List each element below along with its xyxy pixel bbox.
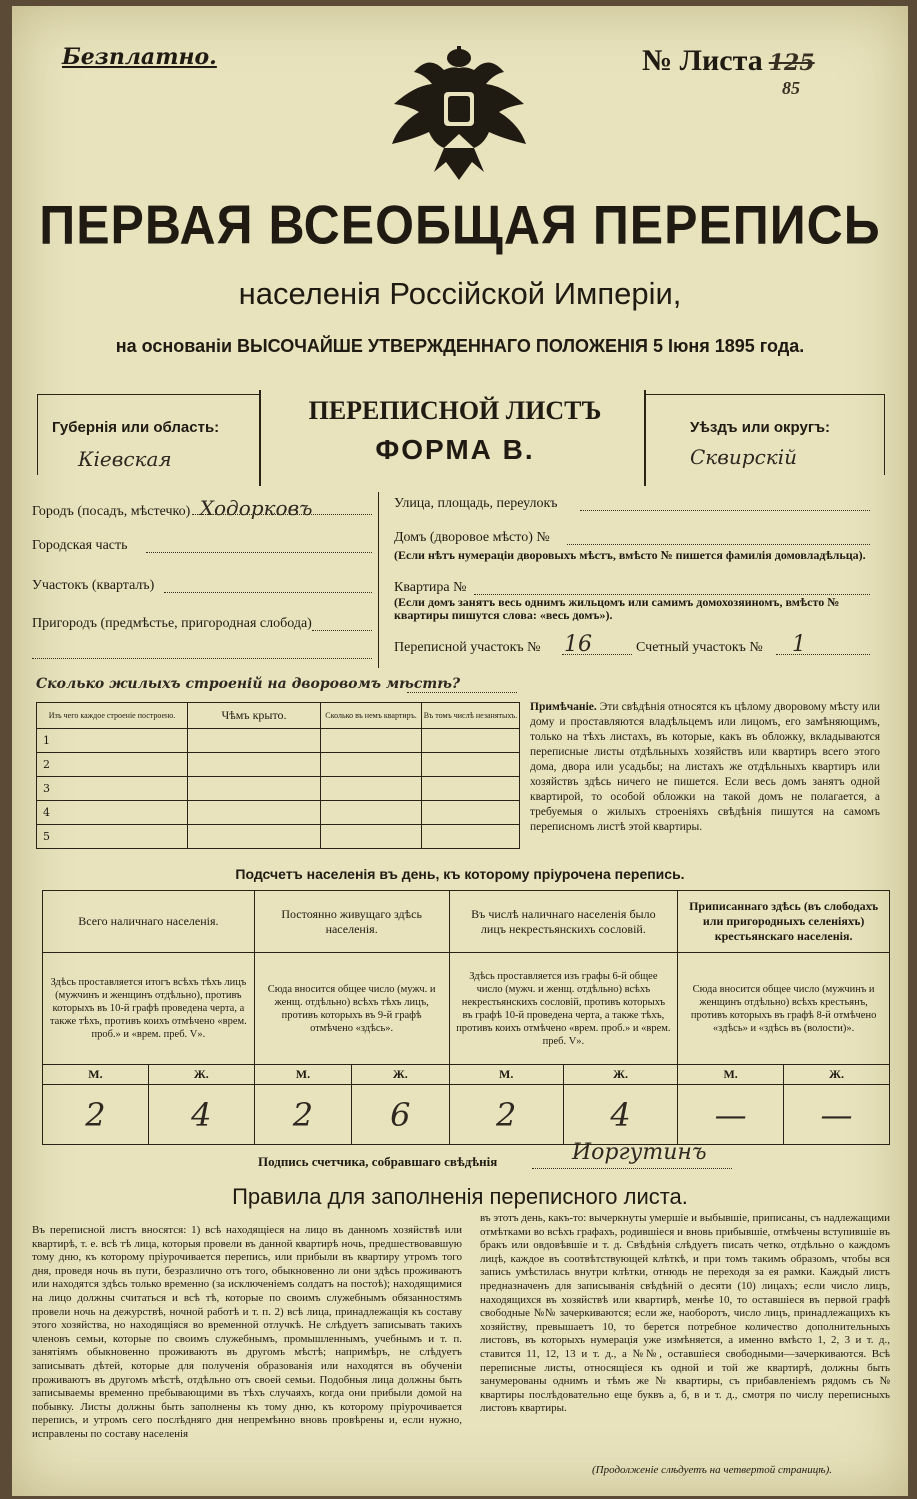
population-col-head: Всего наличнаго населенія. xyxy=(43,891,255,953)
suburb-line[interactable] xyxy=(312,630,372,631)
census-district-line xyxy=(562,654,632,655)
suburb-line-2[interactable] xyxy=(32,658,372,659)
population-value[interactable]: 6 xyxy=(352,1085,449,1145)
population-col-head: Постоянно живущаго здѣсь населенія. xyxy=(254,891,449,953)
buildings-cell[interactable] xyxy=(188,825,321,849)
buildings-cell[interactable] xyxy=(188,777,321,801)
buildings-cell[interactable] xyxy=(321,825,422,849)
population-value[interactable]: 4 xyxy=(563,1085,677,1145)
population-value[interactable]: 2 xyxy=(254,1085,351,1145)
buildings-cell[interactable] xyxy=(188,753,321,777)
buildings-cell[interactable] xyxy=(321,729,422,753)
note-title: Примѣчаніе. xyxy=(530,701,597,713)
population-col-head: Въ числѣ наличнаго населенія было лицъ некрестьянскихъ сословій. xyxy=(449,891,678,953)
sheet-number-struck: 125 xyxy=(768,50,815,76)
district-box xyxy=(646,394,885,475)
province-label: Губернія или область: xyxy=(52,419,220,436)
sheet-number-label: № Листа xyxy=(642,44,763,77)
sheet-number xyxy=(642,44,815,98)
apartment-label: Квартира № xyxy=(394,580,467,595)
sheet-number-value: 85 xyxy=(782,78,800,98)
buildings-cell[interactable] xyxy=(422,729,520,753)
province-box xyxy=(37,394,260,475)
apartment-note: (Если домъ занятъ весь однимъ жильцомъ или самимъ домохозяиномъ, вмѣсто № квартиры пишутся слова: «весь домъ»). xyxy=(394,595,840,622)
suburb-label: Пригородъ (предмѣстье, пригородная слобода) xyxy=(32,616,312,631)
count-district-line xyxy=(776,654,870,655)
population-col-desc: Сюда вносится общее число (мужчинъ и женщинъ отдѣльно) всѣхъ крестьянъ, противъ которыхъ въ графѣ 8-й отмѣчено «здѣсь» и «здѣсь въ (волости)». xyxy=(678,953,890,1065)
buildings-question: Сколько жилыхъ строеній на дворовомъ мѣстѣ? xyxy=(36,676,461,692)
precinct-line[interactable] xyxy=(164,592,372,593)
city-part-line[interactable] xyxy=(146,552,372,553)
street-label: Улица, площадь, переулокъ xyxy=(394,496,558,511)
buildings-row-num: 4 xyxy=(37,801,188,825)
population-col-desc: Сюда вносится общее число (мужч. и женщ. отдѣльно) всѣхъ тѣхъ лицъ, противъ которыхъ въ 9-й графѣ отмѣчено «здѣсь». xyxy=(254,953,449,1065)
population-value[interactable]: 2 xyxy=(43,1085,149,1145)
house-line[interactable] xyxy=(567,544,870,545)
town-value[interactable]: Ходорковъ xyxy=(199,496,313,520)
census-sheet xyxy=(12,6,908,1496)
population-value[interactable]: 2 xyxy=(449,1085,563,1145)
free-label: Безплатно. xyxy=(62,44,217,70)
buildings-cell[interactable] xyxy=(321,801,422,825)
town-line xyxy=(192,514,372,515)
note-text: Эти свѣдѣнія относятся къ цѣлому дворовому мѣсту или дому и проставляются владѣльцемъ или лицомъ, его замѣняющимъ, только на тѣхъ листахъ, въ которые, какъ въ обложку, вкладываются переписные листы отдѣльныхъ хозяйствъ или квартиръ всего этого дома, двора или усадьбы; на листахъ же отдѣльныхъ квартиръ или хозяйствъ здѣсь ничего не пишется. Если весь домъ занятъ одной квартирой, то особой обложки на такой домъ не полагается, а требуемыя о жилыхъ строеніяхъ свѣдѣнія пишутся на самомъ переписномъ листѣ этой квартиры. xyxy=(530,701,880,833)
buildings-cell[interactable] xyxy=(188,801,321,825)
legal-basis: на основаніи ВЫСОЧАЙШЕ УТВЕРЖДЕННАГО ПОЛОЖЕНІЯ 5 Іюня 1895 года. xyxy=(115,336,805,356)
precinct-label: Участокъ (кварталъ) xyxy=(32,578,155,593)
buildings-cell[interactable] xyxy=(422,825,520,849)
rules-right-column: въ этотъ день, какъ-то: вычеркнуты умершіе и выбывшіе, приписаны, съ надлежащими отмѣтками во всѣхъ графахъ, родившіеся и вновь прибывшіе, отмѣчены вступившіе въ бракъ или овдовѣвшіе и т. д. Свѣдѣнія слѣдуетъ писать четко, отдѣльно о каждомъ лицѣ, каждое въ соотвѣтствующей клѣткѣ, и при томъ такимъ образомъ, чтобы вся запись умѣстилась внутри клѣтки, отнюдь не переходя за ея рамки. Каждый листъ предназначенъ для записыванія свѣдѣній о десяти (10) лицахъ; если число лицъ, находящихся въ хозяйствѣ или квартирѣ, менѣе 10, то оставшіеся въ первой графѣ свободные №№ зачеркиваются; если же, наоборотъ, число лицъ, принадлежащихъ къ хозяйству, превышаетъ 10, то берется потребное количество дополнительныхъ листовъ, въ которыхъ нумерація уже измѣняется, а именно вмѣсто 1, 2, 3 и т. д., ставится 11, 12, 13 и т. д., а №№, оставшіеся свободными—зачеркиваются. Всѣ переписные листы, относящіеся къ одной и той же квартирѣ, должны быть занумерованы однимъ и тѣмъ же № квартиры, съ прибавленіемъ рядомъ съ № квартиры послѣдовательно еще буквъ а, б, в и т. д., смотря по числу переписныхъ листовъ квартиры. xyxy=(480,1212,890,1415)
count-district-value[interactable]: 1 xyxy=(792,632,806,657)
population-value[interactable]: — xyxy=(678,1085,784,1145)
rules-continued: (Продолженіе слѣдуетъ на четвертой страницѣ). xyxy=(592,1464,832,1476)
census-subtitle: населенія Россійской Имперіи, xyxy=(238,276,682,311)
male-label: М. xyxy=(449,1065,563,1085)
district-value[interactable]: Сквирскій xyxy=(690,445,797,469)
population-value[interactable]: 4 xyxy=(148,1085,254,1145)
population-title: Подсчетъ населенія въ день, къ которому пріурочена перепись. xyxy=(235,866,685,882)
house-label: Домъ (дворовое мѣсто) № xyxy=(394,530,550,545)
divider xyxy=(378,492,379,668)
buildings-row-num: 5 xyxy=(37,825,188,849)
buildings-row-num: 2 xyxy=(37,753,188,777)
signature-line xyxy=(532,1168,732,1169)
city-part-label: Городская часть xyxy=(32,538,128,553)
buildings-cell[interactable] xyxy=(321,777,422,801)
rules-title: Правила для заполненія переписного листа. xyxy=(232,1184,688,1209)
signature-label: Подпись счетчика, собравшаго свѣдѣнія xyxy=(258,1154,498,1169)
divider xyxy=(259,390,261,486)
buildings-row-num: 1 xyxy=(37,729,188,753)
house-note: (Если нѣтъ нумераціи дворовыхъ мѣстъ, вмѣсто № пишется фамилія домовладѣльца). xyxy=(394,548,866,562)
male-label: М. xyxy=(254,1065,351,1085)
population-table xyxy=(42,890,890,1145)
female-label: Ж. xyxy=(784,1065,890,1085)
population-col-desc: Здѣсь проставляется итогъ всѣхъ тѣхъ лицъ (мужчинъ и женщинъ отдѣльно), противъ которыхъ въ 10-й графѣ проведена черта, а также тѣхъ, противъ коихъ отмѣчено «врем. проб.» и «врем. преб. V». xyxy=(43,953,255,1065)
town-field xyxy=(32,496,367,520)
buildings-note xyxy=(530,700,880,835)
population-col-head: Приписаннаго здѣсь (въ слободахъ или пригородныхъ селеніяхъ) крестьянскаго населенія. xyxy=(678,891,890,953)
population-col-desc: Здѣсь проставляется изъ графы 6-й общее число (мужч. и женщ. отдѣльно) всѣхъ некрестьянскихъ сословій, противъ которыхъ въ графѣ 10-й проведена черта, а также тѣхъ, противъ коихъ отмѣчено «врем. проб.» и «врем. преб. V». xyxy=(449,953,678,1065)
buildings-header: Изъ чего каждое строеніе построено. xyxy=(37,703,188,729)
town-label: Городъ (посадъ, мѣстечко) xyxy=(32,504,191,519)
form-name: ФОРМА В. xyxy=(375,434,535,465)
census-district-value[interactable]: 16 xyxy=(564,632,592,657)
male-label: М. xyxy=(43,1065,149,1085)
population-value[interactable]: — xyxy=(784,1085,890,1145)
census-title: ПЕРВАЯ ВСЕОБЩАЯ ПЕРЕПИСЬ xyxy=(39,194,881,256)
sheet-title: ПЕРЕПИСНОЙ ЛИСТЪ xyxy=(308,396,602,425)
female-label: Ж. xyxy=(352,1065,449,1085)
buildings-table xyxy=(36,702,520,849)
district-label: Уѣздъ или округъ: xyxy=(690,419,831,436)
imperial-eagle-icon xyxy=(384,44,534,184)
male-label: М. xyxy=(678,1065,784,1085)
province-value[interactable]: Кіевская xyxy=(78,447,172,471)
signature-value[interactable]: Иоргутинъ xyxy=(572,1140,707,1165)
buildings-cell[interactable] xyxy=(422,801,520,825)
buildings-cell[interactable] xyxy=(422,753,520,777)
buildings-cell[interactable] xyxy=(188,729,321,753)
buildings-header: Въ томъ числѣ незанятыхъ. xyxy=(422,703,520,729)
street-line[interactable] xyxy=(580,510,870,511)
buildings-header: Чѣмъ крыто. xyxy=(188,703,321,729)
buildings-cell[interactable] xyxy=(321,753,422,777)
female-label: Ж. xyxy=(563,1065,677,1085)
buildings-header: Сколько въ немъ квартиръ. xyxy=(321,703,422,729)
buildings-cell[interactable] xyxy=(422,777,520,801)
census-district-label: Переписной участокъ № xyxy=(394,640,541,655)
rules-left-column: Въ переписной листъ вносятся: 1) всѣ находящіеся на лицо въ данномъ хозяйствѣ или квартирѣ, т. е. всѣ тѣ лица, которыя провели въ данной квартирѣ ночь, предшествовавшую тому дню, къ которому пріурочивается перепись, или прибыли въ квартиру утромъ того дня, проведя ночь въ пути, безразлично отъ того, обыкновенно ли они здѣсь проживаютъ или находятся здѣсь только временно (за исключеніемъ солдатъ на постоѣ); находящимися на лицо должны считаться и всѣ тѣ, которые по своимъ служебнымъ обязанностямъ провели ночь на дежурствѣ, ночной работѣ и т. п. 2) всѣ лица, принадлежащія къ составу этого хозяйства, но находящіяся во временной отлучкѣ. Не слѣдуетъ записывать такихъ членовъ семьи, которые по своимъ служебнымъ, промышленнымъ, учебнымъ и т. п. занятіямъ обыкновенно проживаютъ въ другомъ мѣстѣ; напримѣръ, не слѣдуетъ записывать дѣтей, которые для полученія образованія или находятся въ обученіи проживаютъ въ другомъ мѣстѣ, отдѣльно отъ своей семьи. Подобныя лица должны быть записываемы временно пребывающими въ тѣхъ случаяхъ, когда они прибыли домой на побывку. Листы должны быть заполнены къ тому дню, къ которому пріурочивается перепись, и утромъ сего послѣдняго дня непремѣнно вновь провѣрены и, если нужно, исправлены по составу населенія xyxy=(32,1224,462,1440)
buildings-answer-line[interactable] xyxy=(407,692,517,693)
buildings-row-num: 3 xyxy=(37,777,188,801)
female-label: Ж. xyxy=(148,1065,254,1085)
count-district-label: Счетный участокъ № xyxy=(636,640,763,655)
